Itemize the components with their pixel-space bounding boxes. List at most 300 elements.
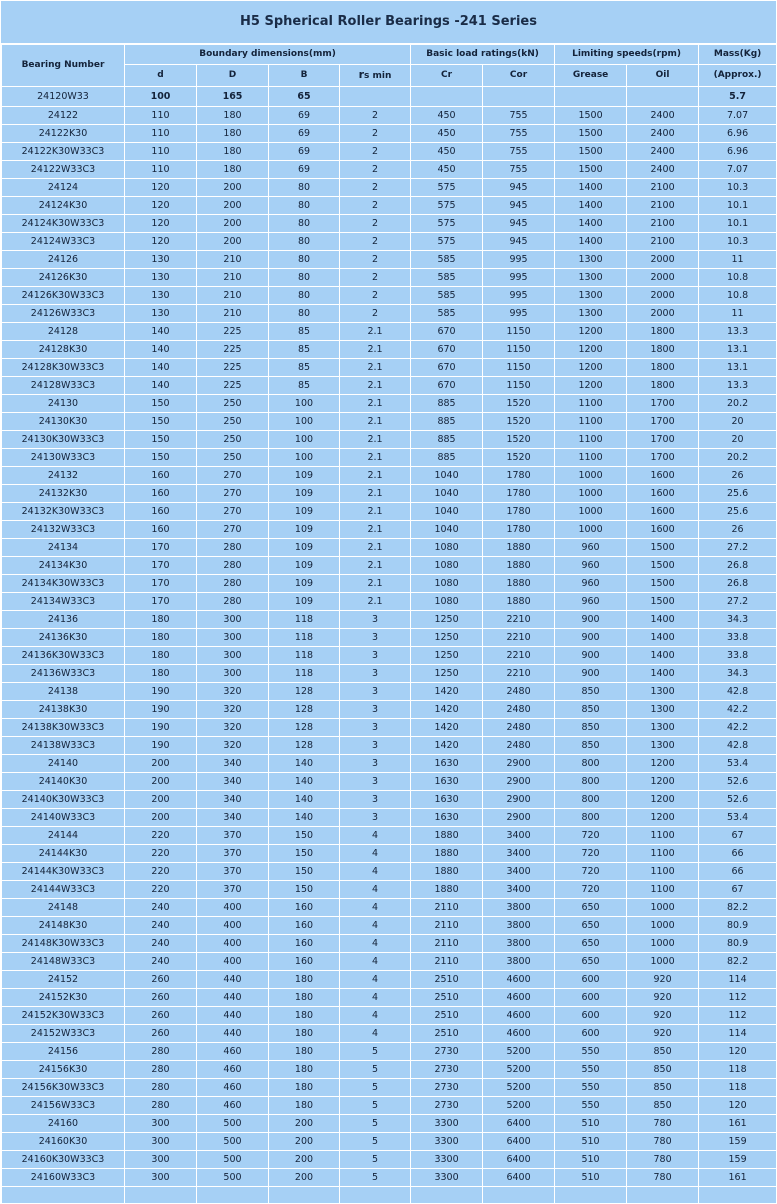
cell-mass: 10.3 — [699, 233, 777, 251]
cell-B: 140 — [269, 773, 340, 791]
cell-oil: 1300 — [627, 719, 699, 737]
cell-bearing-number: 24124K30W33C3 — [2, 215, 125, 233]
table-row — [2, 323, 777, 341]
cell-rs-min: 4 — [340, 917, 411, 935]
cell-d: 240 — [125, 917, 197, 935]
header-oil: Oil — [627, 65, 699, 87]
cell-bearing-number: 24140K30W33C3 — [2, 791, 125, 809]
cell-mass: 52.6 — [699, 791, 777, 809]
cell-grease: 1200 — [555, 359, 627, 377]
cell-bearing-number: 24148W33C3 — [2, 953, 125, 971]
cell-D: 500 — [197, 1133, 269, 1151]
cell-grease: 720 — [555, 881, 627, 899]
cell-d: 190 — [125, 701, 197, 719]
cell-rs-min: 2.1 — [340, 395, 411, 413]
cell-D: 200 — [197, 197, 269, 215]
cell-D: 400 — [197, 917, 269, 935]
cell-cr: 450 — [411, 125, 483, 143]
cell-grease: 1000 — [555, 521, 627, 539]
cell-bearing-number: 24130K30W33C3 — [2, 431, 125, 449]
cell-mass: 25.6 — [699, 503, 777, 521]
cell-cor: 945 — [483, 233, 555, 251]
cell-B: 140 — [269, 791, 340, 809]
table-row — [2, 1133, 777, 1151]
table-row — [2, 917, 777, 935]
cell-D: 440 — [197, 971, 269, 989]
cell-cor: 1780 — [483, 521, 555, 539]
cell-cr: 1630 — [411, 755, 483, 773]
cell-cr: 585 — [411, 305, 483, 323]
cell-mass: 52.6 — [699, 773, 777, 791]
cell-mass: 80.9 — [699, 935, 777, 953]
cell-mass: 10.8 — [699, 269, 777, 287]
cell-D: 210 — [197, 269, 269, 287]
cell-B: 118 — [269, 665, 340, 683]
cell-B: 69 — [269, 107, 340, 125]
cell-cr: 2730 — [411, 1061, 483, 1079]
cell-D: 280 — [197, 575, 269, 593]
table-row — [2, 179, 777, 197]
cell-B: 85 — [269, 323, 340, 341]
cell-cor: 3800 — [483, 953, 555, 971]
table-row — [2, 1115, 777, 1133]
cell-oil: 2400 — [627, 107, 699, 125]
cell-D: 180 — [197, 143, 269, 161]
cell-cor: 2210 — [483, 629, 555, 647]
table-row — [2, 557, 777, 575]
table-row-empty — [2, 1187, 777, 1204]
cell-grease: 1300 — [555, 287, 627, 305]
cell-cor: 3800 — [483, 935, 555, 953]
cell-oil: 1800 — [627, 377, 699, 395]
cell-rs-min: 2.1 — [340, 413, 411, 431]
cell-oil: 920 — [627, 1007, 699, 1025]
cell-oil: 2100 — [627, 179, 699, 197]
cell-cr: 1420 — [411, 701, 483, 719]
cell-empty — [2, 1187, 125, 1204]
cell-grease: 1100 — [555, 413, 627, 431]
table-row — [2, 233, 777, 251]
cell-d: 300 — [125, 1115, 197, 1133]
cell-rs-min: 4 — [340, 989, 411, 1007]
cell-d: 160 — [125, 521, 197, 539]
cell-bearing-number: 24134 — [2, 539, 125, 557]
table-row — [2, 377, 777, 395]
cell-B: 150 — [269, 881, 340, 899]
table-row — [2, 395, 777, 413]
cell-bearing-number: 24126W33C3 — [2, 305, 125, 323]
table-row — [2, 1061, 777, 1079]
cell-B: 150 — [269, 827, 340, 845]
cell-mass: 7.07 — [699, 107, 777, 125]
cell-cor: 1520 — [483, 449, 555, 467]
cell-d: 130 — [125, 251, 197, 269]
cell-D: 165 — [197, 87, 269, 107]
cell-oil: 1000 — [627, 935, 699, 953]
cell-rs-min: 3 — [340, 809, 411, 827]
cell-bearing-number: 24144K30W33C3 — [2, 863, 125, 881]
cell-B: 80 — [269, 287, 340, 305]
cell-oil: 1700 — [627, 395, 699, 413]
cell-mass: 120 — [699, 1097, 777, 1115]
cell-cr: 2510 — [411, 1025, 483, 1043]
cell-cor: 755 — [483, 125, 555, 143]
cell-grease: 650 — [555, 899, 627, 917]
table-row — [2, 413, 777, 431]
cell-D: 280 — [197, 539, 269, 557]
cell-cr: 670 — [411, 377, 483, 395]
cell-D: 280 — [197, 593, 269, 611]
table-row — [2, 485, 777, 503]
cell-oil: 1500 — [627, 575, 699, 593]
cell-B: 180 — [269, 1007, 340, 1025]
cell-oil — [627, 87, 699, 107]
cell-B: 109 — [269, 575, 340, 593]
cell-mass: 42.8 — [699, 737, 777, 755]
cell-d: 190 — [125, 683, 197, 701]
cell-B: 80 — [269, 251, 340, 269]
cell-B: 109 — [269, 557, 340, 575]
table-row — [2, 269, 777, 287]
cell-cor: 5200 — [483, 1043, 555, 1061]
cell-cor: 6400 — [483, 1115, 555, 1133]
cell-rs-min: 4 — [340, 1025, 411, 1043]
cell-d: 150 — [125, 431, 197, 449]
table-row — [2, 863, 777, 881]
cell-cor: 2900 — [483, 755, 555, 773]
cell-bearing-number: 24124W33C3 — [2, 233, 125, 251]
cell-d: 100 — [125, 87, 197, 107]
cell-oil: 1700 — [627, 449, 699, 467]
cell-B: 180 — [269, 989, 340, 1007]
cell-grease: 960 — [555, 539, 627, 557]
cell-grease: 550 — [555, 1079, 627, 1097]
cell-oil: 1100 — [627, 845, 699, 863]
cell-grease: 550 — [555, 1097, 627, 1115]
cell-oil: 1100 — [627, 827, 699, 845]
table-row — [2, 305, 777, 323]
cell-oil: 1200 — [627, 809, 699, 827]
cell-empty — [340, 1187, 411, 1204]
cell-cor: 1520 — [483, 431, 555, 449]
cell-cor: 1520 — [483, 413, 555, 431]
header-mass: Mass(Kg) — [699, 45, 777, 65]
table-row — [2, 521, 777, 539]
cell-cr: 450 — [411, 107, 483, 125]
cell-mass: 13.1 — [699, 341, 777, 359]
cell-d: 160 — [125, 467, 197, 485]
cell-cr: 885 — [411, 413, 483, 431]
cell-grease: 900 — [555, 647, 627, 665]
cell-oil: 1500 — [627, 539, 699, 557]
table-row — [2, 647, 777, 665]
cell-cor: 1880 — [483, 539, 555, 557]
cell-d: 120 — [125, 215, 197, 233]
table-row — [2, 1025, 777, 1043]
cell-rs-min: 5 — [340, 1061, 411, 1079]
cell-bearing-number: 24148K30 — [2, 917, 125, 935]
table-row — [2, 791, 777, 809]
cell-B: 180 — [269, 1025, 340, 1043]
cell-cor: 4600 — [483, 971, 555, 989]
cell-bearing-number: 24156K30W33C3 — [2, 1079, 125, 1097]
cell-grease: 1300 — [555, 251, 627, 269]
cell-mass: 114 — [699, 971, 777, 989]
cell-oil: 920 — [627, 971, 699, 989]
cell-d: 260 — [125, 989, 197, 1007]
cell-D: 440 — [197, 1025, 269, 1043]
cell-D: 250 — [197, 449, 269, 467]
cell-D: 320 — [197, 683, 269, 701]
cell-cor: 945 — [483, 215, 555, 233]
cell-D: 370 — [197, 863, 269, 881]
cell-cor: 2900 — [483, 773, 555, 791]
header-basic-load-ratings: Basic load ratings(kN) — [411, 45, 555, 65]
bearing-table — [1, 44, 777, 1204]
cell-rs-min: 2.1 — [340, 431, 411, 449]
cell-cr: 1080 — [411, 575, 483, 593]
cell-cor: 3400 — [483, 845, 555, 863]
cell-grease: 800 — [555, 791, 627, 809]
cell-cor: 3400 — [483, 881, 555, 899]
cell-D: 180 — [197, 107, 269, 125]
cell-cor: 4600 — [483, 989, 555, 1007]
cell-cor: 1780 — [483, 503, 555, 521]
cell-d: 220 — [125, 863, 197, 881]
cell-empty — [125, 1187, 197, 1204]
cell-mass: 13.1 — [699, 359, 777, 377]
cell-rs-min: 2.1 — [340, 323, 411, 341]
cell-rs-min: 2 — [340, 287, 411, 305]
cell-d: 110 — [125, 107, 197, 125]
cell-grease: 900 — [555, 629, 627, 647]
cell-mass: 10.8 — [699, 287, 777, 305]
cell-d: 130 — [125, 269, 197, 287]
header-bearing-number: Bearing Number — [2, 45, 125, 87]
cell-oil: 1600 — [627, 467, 699, 485]
cell-oil: 2400 — [627, 125, 699, 143]
cell-grease: 850 — [555, 701, 627, 719]
cell-mass: 7.07 — [699, 161, 777, 179]
cell-oil: 2000 — [627, 287, 699, 305]
cell-cr: 575 — [411, 215, 483, 233]
cell-grease: 800 — [555, 809, 627, 827]
cell-mass: 159 — [699, 1151, 777, 1169]
page-title: H5 Spherical Roller Bearings -241 Series — [1, 1, 776, 44]
cell-rs-min: 3 — [340, 647, 411, 665]
cell-cr: 2730 — [411, 1097, 483, 1115]
cell-oil: 2100 — [627, 197, 699, 215]
cell-grease: 720 — [555, 827, 627, 845]
cell-oil: 1700 — [627, 431, 699, 449]
cell-cor: 5200 — [483, 1061, 555, 1079]
cell-bearing-number: 24126 — [2, 251, 125, 269]
cell-cr: 2510 — [411, 989, 483, 1007]
cell-cor: 2210 — [483, 665, 555, 683]
cell-B: 180 — [269, 1097, 340, 1115]
table-row — [2, 1043, 777, 1061]
table-row — [2, 683, 777, 701]
cell-mass: 82.2 — [699, 953, 777, 971]
cell-bearing-number: 24122 — [2, 107, 125, 125]
table-header — [2, 45, 777, 87]
cell-cor: 945 — [483, 197, 555, 215]
cell-cr: 885 — [411, 431, 483, 449]
cell-cor: 6400 — [483, 1151, 555, 1169]
cell-d: 160 — [125, 503, 197, 521]
cell-oil: 920 — [627, 1025, 699, 1043]
cell-oil: 780 — [627, 1115, 699, 1133]
cell-oil: 1100 — [627, 863, 699, 881]
cell-cor: 2900 — [483, 809, 555, 827]
cell-cor: 755 — [483, 107, 555, 125]
cell-grease: 600 — [555, 1007, 627, 1025]
cell-mass: 34.3 — [699, 665, 777, 683]
cell-cor: 755 — [483, 143, 555, 161]
cell-D: 500 — [197, 1169, 269, 1187]
cell-rs-min: 2.1 — [340, 341, 411, 359]
cell-rs-min: 3 — [340, 719, 411, 737]
cell-B: 80 — [269, 305, 340, 323]
cell-B: 200 — [269, 1169, 340, 1187]
cell-grease: 600 — [555, 989, 627, 1007]
cell-B: 160 — [269, 899, 340, 917]
cell-rs-min: 3 — [340, 755, 411, 773]
header-approx: (Approx.) — [699, 65, 777, 87]
cell-grease: 900 — [555, 665, 627, 683]
cell-rs-min: 3 — [340, 665, 411, 683]
cell-d: 170 — [125, 539, 197, 557]
cell-grease: 1300 — [555, 269, 627, 287]
cell-B: 109 — [269, 503, 340, 521]
table-row — [2, 845, 777, 863]
cell-oil: 1500 — [627, 557, 699, 575]
cell-mass: 10.3 — [699, 179, 777, 197]
cell-oil: 1400 — [627, 647, 699, 665]
table-row — [2, 87, 777, 107]
cell-cr: 2510 — [411, 971, 483, 989]
cell-grease: 1100 — [555, 431, 627, 449]
cell-cr: 2110 — [411, 899, 483, 917]
table-row — [2, 251, 777, 269]
table-row — [2, 881, 777, 899]
cell-oil: 850 — [627, 1097, 699, 1115]
cell-d: 120 — [125, 197, 197, 215]
cell-rs-min — [340, 87, 411, 107]
cell-rs-min: 3 — [340, 701, 411, 719]
cell-bearing-number: 24160K30W33C3 — [2, 1151, 125, 1169]
cell-cr: 670 — [411, 323, 483, 341]
cell-mass: 26 — [699, 467, 777, 485]
cell-cr: 575 — [411, 179, 483, 197]
cell-cor: 3400 — [483, 863, 555, 881]
cell-grease: 1100 — [555, 449, 627, 467]
cell-cr: 1880 — [411, 827, 483, 845]
cell-B: 85 — [269, 359, 340, 377]
cell-cor: 6400 — [483, 1133, 555, 1151]
cell-bearing-number: 24138K30 — [2, 701, 125, 719]
cell-grease: 800 — [555, 755, 627, 773]
cell-empty — [269, 1187, 340, 1204]
cell-d: 200 — [125, 791, 197, 809]
cell-B: 100 — [269, 413, 340, 431]
cell-d: 240 — [125, 899, 197, 917]
cell-D: 340 — [197, 809, 269, 827]
cell-D: 270 — [197, 521, 269, 539]
cell-cor: 1150 — [483, 341, 555, 359]
cell-mass: 161 — [699, 1115, 777, 1133]
cell-cor: 995 — [483, 251, 555, 269]
cell-cor: 4600 — [483, 1007, 555, 1025]
cell-mass: 33.8 — [699, 629, 777, 647]
cell-grease: 900 — [555, 611, 627, 629]
cell-mass: 53.4 — [699, 809, 777, 827]
table-row — [2, 809, 777, 827]
cell-bearing-number: 24148K30W33C3 — [2, 935, 125, 953]
cell-mass: 34.3 — [699, 611, 777, 629]
cell-B: 180 — [269, 1079, 340, 1097]
cell-oil: 920 — [627, 989, 699, 1007]
cell-D: 300 — [197, 665, 269, 683]
cell-bearing-number: 24130K30 — [2, 413, 125, 431]
cell-mass: 67 — [699, 827, 777, 845]
cell-empty — [627, 1187, 699, 1204]
cell-oil: 2400 — [627, 161, 699, 179]
cell-B: 118 — [269, 611, 340, 629]
cell-rs-min: 2 — [340, 233, 411, 251]
cell-bearing-number: 24144K30 — [2, 845, 125, 863]
cell-rs-min: 4 — [340, 863, 411, 881]
cell-mass: 25.6 — [699, 485, 777, 503]
cell-d: 240 — [125, 953, 197, 971]
cell-B: 65 — [269, 87, 340, 107]
cell-bearing-number: 24132K30W33C3 — [2, 503, 125, 521]
cell-B: 128 — [269, 683, 340, 701]
cell-d: 260 — [125, 1007, 197, 1025]
cell-D: 200 — [197, 179, 269, 197]
cell-bearing-number: 24136W33C3 — [2, 665, 125, 683]
cell-rs-min: 2.1 — [340, 521, 411, 539]
cell-rs-min: 2.1 — [340, 593, 411, 611]
cell-empty — [699, 1187, 777, 1204]
cell-D: 460 — [197, 1061, 269, 1079]
cell-rs-min: 2 — [340, 197, 411, 215]
table-row — [2, 503, 777, 521]
cell-bearing-number: 24140K30 — [2, 773, 125, 791]
cell-B: 85 — [269, 341, 340, 359]
header-limiting-speeds: Limiting speeds(rpm) — [555, 45, 699, 65]
cell-empty — [483, 1187, 555, 1204]
cell-bearing-number: 24136 — [2, 611, 125, 629]
cell-oil: 780 — [627, 1133, 699, 1151]
header-B: B — [269, 65, 340, 87]
cell-mass: 13.3 — [699, 377, 777, 395]
cell-cr: 575 — [411, 233, 483, 251]
cell-grease — [555, 87, 627, 107]
table-row — [2, 125, 777, 143]
cell-D: 400 — [197, 899, 269, 917]
cell-D: 270 — [197, 467, 269, 485]
cell-cr: 1040 — [411, 485, 483, 503]
cell-oil: 2100 — [627, 233, 699, 251]
cell-rs-min: 5 — [340, 1151, 411, 1169]
header-rs-min — [340, 65, 411, 87]
table-row — [2, 341, 777, 359]
cell-D: 210 — [197, 305, 269, 323]
cell-cor: 1150 — [483, 377, 555, 395]
cell-d: 260 — [125, 1025, 197, 1043]
cell-grease: 550 — [555, 1043, 627, 1061]
